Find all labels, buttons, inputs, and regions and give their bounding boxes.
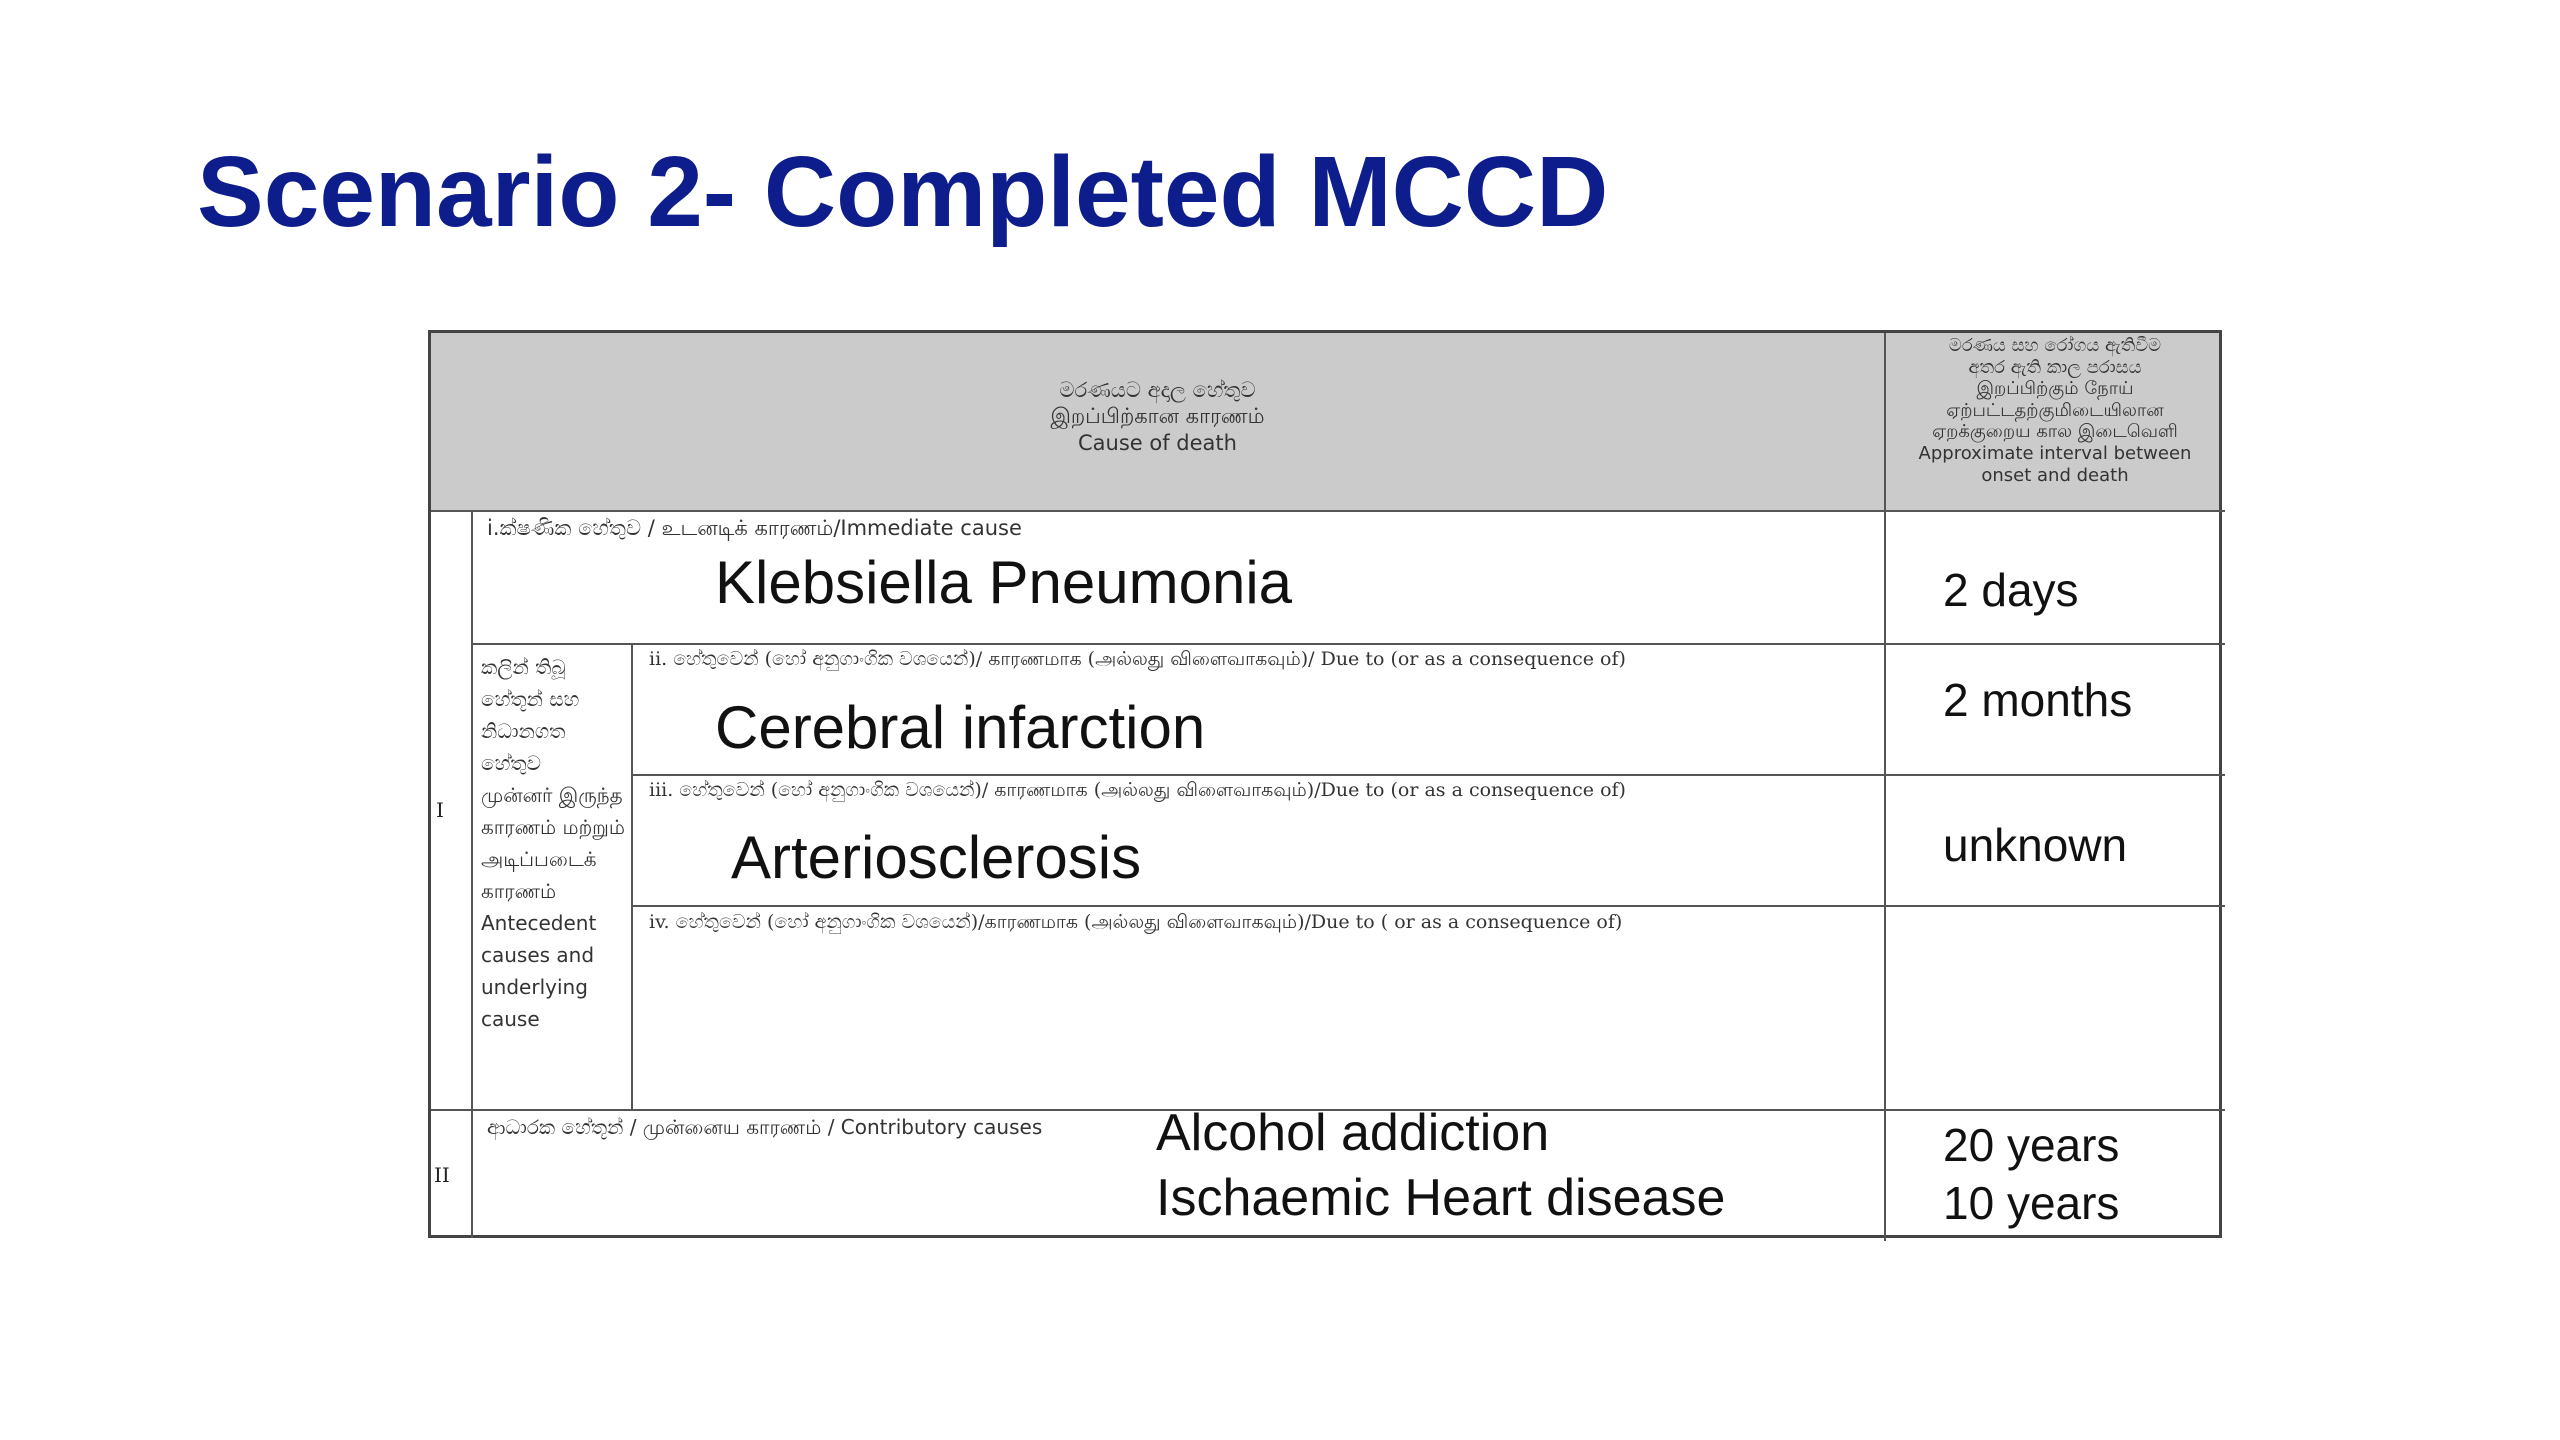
slide-title: Scenario 2- Completed MCCD xyxy=(197,136,1609,248)
row-divider-3 xyxy=(631,905,2225,907)
antecedent-label-si: කලින් තිබූ හේතූන් සහ නිධානගත හේතුව xyxy=(481,655,580,775)
contributory-causes-label: ආධාරක හේතූන් / முன்னைய காரணம் / Contributory causes xyxy=(487,1115,1043,1139)
row-divider-1 xyxy=(471,643,2225,645)
antecedent-label-ta: முன்னர் இருந்த காரணம் மற்றும் அடிப்படைக் காரணம் xyxy=(481,783,625,903)
cause-value-ii: Cerebral infarction xyxy=(715,694,1206,761)
due-to-label-iii: iii. හේතුවෙන් (හෝ අනුගාංගික වශයෙන්)/ காரணமாக (அல்லது விளைவாகவும்)/Due to (or as a consequence of) xyxy=(649,779,1626,801)
interval-heading-en-2: onset and death xyxy=(1981,464,2129,486)
part-one-label: I xyxy=(436,798,444,822)
interval-heading-si-2: අතර ඇති කාල පරාසය xyxy=(1968,356,2142,378)
interval-heading-ta-1: இறப்பிற்கும் நோய் xyxy=(1976,378,2134,400)
cause-heading-ta: இறப்பிற்கான காரணம் xyxy=(1050,404,1265,429)
interval-value-ii: 2 months xyxy=(1943,674,2133,726)
part-column-divider xyxy=(471,510,473,1238)
due-to-label-ii: ii. හේතුවෙන් (හෝ අනුගාංගික වශයෙන්)/ காரணமாக (அல்லது விளைவாகவும்)/ Due to (or as a consequence of) xyxy=(649,648,1626,670)
due-to-label-iv: iv. හේතුවෙන් (හෝ අනුගාංගික වශයෙන්)/காரணமாக (அல்லது விளைவாகவும்)/Due to ( or as a consequence of) xyxy=(649,911,1623,933)
contributory-interval-2: 10 years xyxy=(1943,1177,2120,1229)
cause-value-iii: Arteriosclerosis xyxy=(731,824,1142,891)
interval-heading-si-1: මරණය සහ රෝගය ඇතිවීම xyxy=(1948,335,2162,356)
antecedent-causes-label xyxy=(481,651,626,1035)
part-two-label: II xyxy=(434,1163,450,1187)
header-divider xyxy=(431,510,2225,512)
interval-heading xyxy=(1887,335,2223,486)
contributory-interval-1: 20 years xyxy=(1943,1119,2120,1171)
mccd-cause-of-death-form xyxy=(428,330,2222,1238)
interval-column-divider xyxy=(1884,333,1886,1241)
immediate-cause-label: i.ක්ෂණික හේතුව / உடனடிக் காரணம்/Immediate cause xyxy=(487,516,1022,540)
cause-heading-en: Cause of death xyxy=(1078,430,1237,455)
antecedent-label-en: Antecedent causes and underlying cause xyxy=(481,911,597,1031)
interval-heading-en-1: Approximate interval between xyxy=(1918,442,2192,464)
immediate-cause-value: Klebsiella Pneumonia xyxy=(715,549,1293,616)
interval-heading-ta-2: ஏற்பட்டதற்குமிடையிலான xyxy=(1946,399,2164,421)
interval-value-iii: unknown xyxy=(1943,819,2128,871)
antecedent-column-divider xyxy=(631,643,633,1109)
cause-heading-si: මරණයට අදාල හේතුව xyxy=(1059,378,1256,402)
contributory-cause-1: Alcohol addiction xyxy=(1156,1104,1550,1162)
row-divider-2 xyxy=(631,774,2225,776)
cause-of-death-heading xyxy=(431,377,1884,456)
immediate-cause-interval: 2 days xyxy=(1943,564,2079,616)
contributory-cause-2: Ischaemic Heart disease xyxy=(1156,1169,1726,1227)
interval-heading-ta-3: ஏறக்குறைய கால இடைவெளி xyxy=(1932,421,2178,443)
